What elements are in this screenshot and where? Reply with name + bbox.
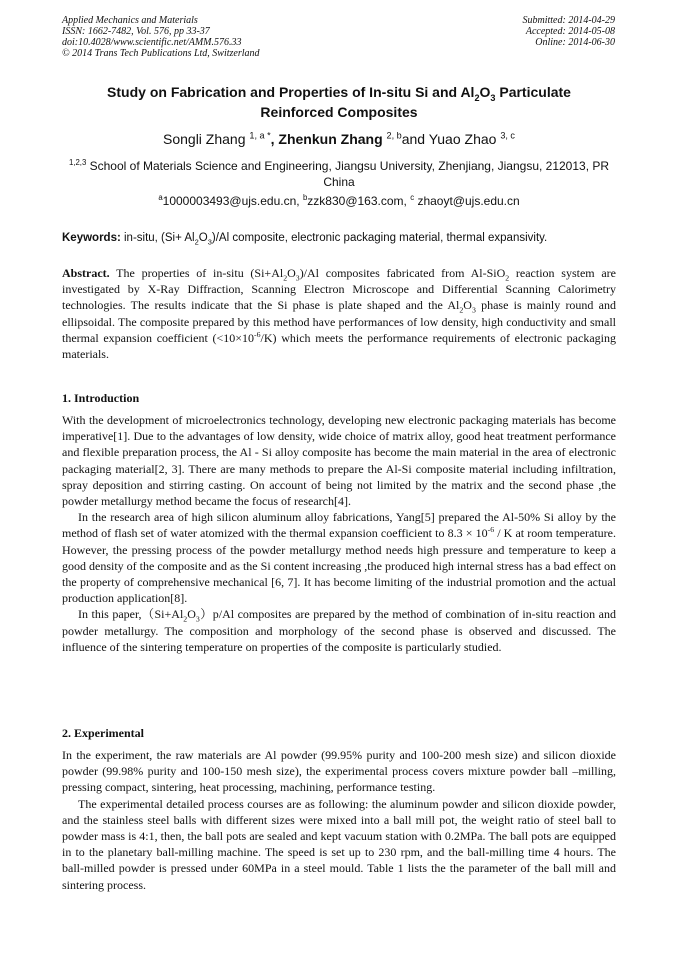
experimental-paragraph-2: The experimental detailed process courses are as following: the aluminum powder and silicon dioxide powder, and the stainless steel balls with different sizes were mixed into a ball mill pot, the weight ratio of steel ball to powder mass is 4:1, then, the ball pots are sealed and kept vacuum station with 0.2MPa. The ball pots are equipped in to the planetary ball-milling machine. The speed is set up to 230 rpm, and the ball-milling time 4 hours. The ball-milled powder is pressed under 60MPa in a steel mould. Table 1 lists the the parameter of the ball mill and sintering process. bbox=[62, 796, 616, 892]
section-heading-experimental: 2. Experimental bbox=[62, 726, 144, 740]
paper-title bbox=[62, 82, 616, 122]
abstract: Abstract. The properties of in-situ $(Si+Al_2O_3)/Al$ composites fabricated from Al-SiO$_2$ reaction system are investigated by X-Ray Diffraction, Scanning Electron Microscope and Differential Scanning Calorimetry technologies. The results indicate that the Si phase is plate shaped and the $Al_2O_3$ phase is mainly round and ellipsoidal. The composite prepared by this method have performances of low density, high conductivity and small thermal expansion coefficient $(<10\times 10^{-6}/K)$ which meets the performance requirements of electronic packaging materials. bbox=[62, 266, 617, 362]
keywords-label: Keywords: bbox=[62, 232, 121, 244]
journal-name: Applied Mechanics and Materials bbox=[62, 15, 198, 26]
experimental-body bbox=[62, 747, 616, 893]
intro-paragraph-3: In this $paper,(Si+Al_2O_3)p/Al$ composites are prepared by the method of combination of in-situ reaction and powder metallurgy. The composition and morphology of the second phase is observed and discussed. The influence of the sintering temperature on properties of the composite is particularly studied. bbox=[62, 607, 616, 654]
experimental-paragraph-1: In the experiment, the raw materials are Al powder (99.95% purity and 100-200 mesh size) and silicon dioxide powder (99.98% purity and 100-150 mesh size), the experimental process covers mixture powder ball –milling, pressing compact, sintering, heat processing, machining, performance testing. bbox=[62, 748, 616, 795]
copyright: © 2014 Trans Tech Publications Ltd, Switzerland bbox=[62, 48, 260, 59]
intro-paragraph-1: With the development of microelectronics technology, developing new electronic packaging materials has become imperative[1]. Due to the advantages of low density, wide choice of matrix alloy, good heat treatment performance and flexible preparation process, the Al - Si alloy composite has become the main material in the area of electronic packaging material[2, 3]. There are many methods to prepare the Al-Si composite material including infiltration, spray deposition and stirring casting. On account of being not limited by the matrix and the second phase ,the powder metallurgy method became the focus of research[4]. bbox=[62, 413, 616, 509]
title-line-2: Reinforced Composites bbox=[260, 104, 418, 120]
section-heading-introduction: 1. Introduction bbox=[62, 391, 140, 405]
accepted-date: Accepted: 2014-05-08 bbox=[525, 26, 615, 37]
author-list: Songli Zhang $^{1, a *}$, Zhenkun Zhang $^{2, b}$and Yuao Zhao $^{3, c}$ bbox=[163, 130, 515, 147]
title-line-1: Study on Fabrication and Properties of In-situ Si and $Al_2O_3$ Particulate bbox=[107, 84, 571, 103]
issn: ISSN: 1662-7482, Vol. 576, pp 33-37 bbox=[62, 26, 210, 37]
submitted-date: Submitted: 2014-04-29 bbox=[522, 15, 615, 26]
online-date: Online: 2014-06-30 bbox=[535, 37, 615, 48]
journal-header bbox=[62, 15, 260, 59]
introduction-body bbox=[62, 412, 616, 655]
dates-header bbox=[523, 15, 616, 48]
doi: doi:10.4028/www.scientific.net/AMM.576.33 bbox=[62, 37, 242, 48]
intro-paragraph-2: In the research area of high silicon aluminum alloy fabrications, Yang[5] prepared the Al-50% Si alloy by the method of flash set of water atomized with the thermal expansion coefficient to $8.3 \times 10^{-6} / K$ at room temperature. However, the pressing process of the powder metallurgy method needs high pressure and temperature to keep a good density of the composite and as the Si content increasing ,the produced high internal stress has a bad effect on the property of comprehensive mechanical [6, 7]. It has become limiting of the industrial promotion and the actual production application[8]. bbox=[62, 510, 616, 606]
keywords: Keywords: in-situ, $(Si+ Al_2O_3)/Al$ composite, electronic packaging material, thermal expansivity. bbox=[62, 232, 548, 247]
affiliation: $^{1,2,3}$ School of Materials Science and Engineering, Jiangsu University, Zhenjiang, Jiangsu, 212013, PR China bbox=[68, 158, 610, 189]
abstract-label: Abstract. bbox=[62, 266, 110, 280]
author-emails: $^a$1000003493@ujs.edu.cn, $^b$zzk830@163.com, $^c$ zhaoyt@ujs.edu.cn bbox=[158, 193, 520, 208]
